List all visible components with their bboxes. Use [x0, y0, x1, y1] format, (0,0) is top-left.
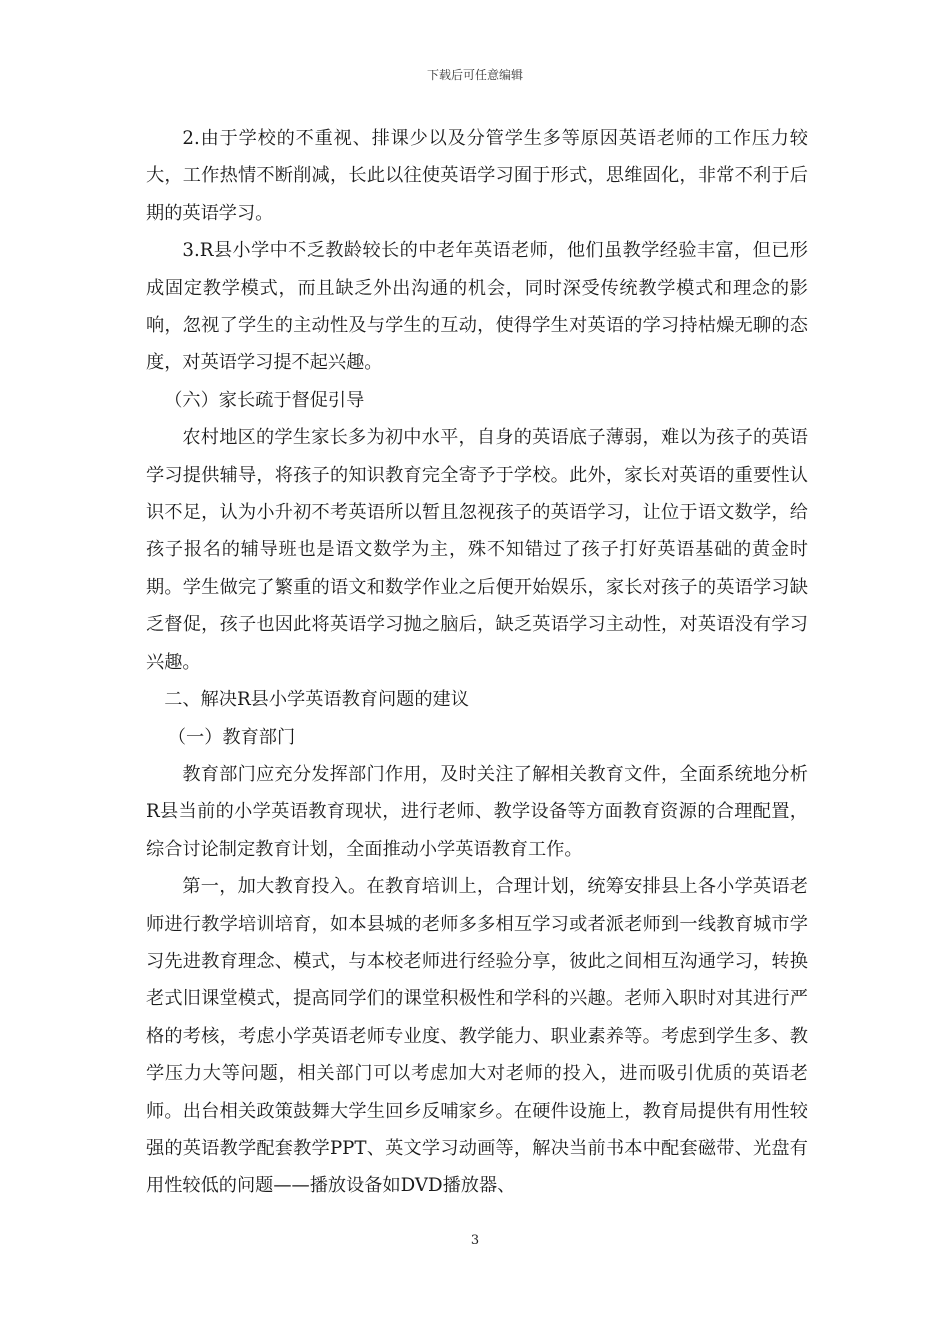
section-heading-education-department: （一）教育部门: [167, 726, 296, 748]
paragraph-parents: 农村地区的学生家长多为初中水平，自身的英语底子薄弱，难以为孩子的英语学习提供辅导，将孩子的知识教育完全寄予于学校。此外，家长对英语的重要性认识不足，认为小升初不考英语所以暂且忽视孩子的英语学习，让位于语文数学，给孩子报名的辅导班也是语文数学为主，殊不知错过了孩子打好英语基础的黄金时期。学生做完了繁重的语文和数学作业之后便开始娱乐，家长对孩子的英语学习缺乏督促，孩子也因此将英语学习抛之脑后，缺乏英语学习主动性，对英语没有学习兴趣。: [146, 427, 808, 673]
paragraph-increase-investment: 第一，加大教育投入。在教育培训上，合理计划，统筹安排县上各小学英语老师进行教学培训培育，如本县城的老师多多相互学习或者派老师到一线教育城市学习先进教育理念、模式，与本校老师进行经验分享，彼此之间相互沟通学习，转换老式旧课堂模式，提高同学们的课堂积极性和学科的兴趣。老师入职时对其进行严格的考核，考虑小学英语老师专业度、教学能力、职业素养等。考虑到学生多、教学压力大等问题，相关部门可以考虑加大对老师的投入，进而吸引优质的英语老师。出台相关政策鼓舞大学生回乡反哺家乡。在硬件设施上，教育局提供有用性较强的英语教学配套教学PPT、英文学习动画等，解决当前书本中配套磁带、光盘有用性较低的问题——播放设备如DVD播放器、: [146, 876, 808, 1197]
document-body: [146, 120, 808, 1205]
paragraph-teacher-pressure: 2.由于学校的不重视、排课少以及分管学生多等原因英语老师的工作压力较大，工作热情不断削减，长此以往使英语学习囿于形式，思维固化，非常不利于后期的英语学习。: [146, 128, 808, 224]
paragraph-veteran-teachers: 3.R县小学中不乏教龄较长的中老年英语老师，他们虽教学经验丰富，但已形成固定教学模式，而且缺乏外出沟通的机会，同时深受传统教学模式和理念的影响，忽视了学生的主动性及与学生的互动，使得学生对英语的学习持枯燥无聊的态度，对英语学习提不起兴趣。: [146, 240, 808, 374]
section-heading-parents: （六）家长疏于督促引导: [164, 389, 365, 411]
paragraph-education-department: 教育部门应充分发挥部门作用，及时关注了解相关教育文件，全面系统地分析R县当前的小学英语教育现状，进行老师、教学设备等方面教育资源的合理配置，综合讨论制定教育计划，全面推动小学英语教育工作。: [146, 763, 808, 860]
page-number: 3: [470, 1233, 480, 1248]
page-header: 下载后可任意编辑: [426, 68, 523, 82]
chapter-heading-suggestions: 二、解决R县小学英语教育问题的建议: [164, 689, 469, 711]
